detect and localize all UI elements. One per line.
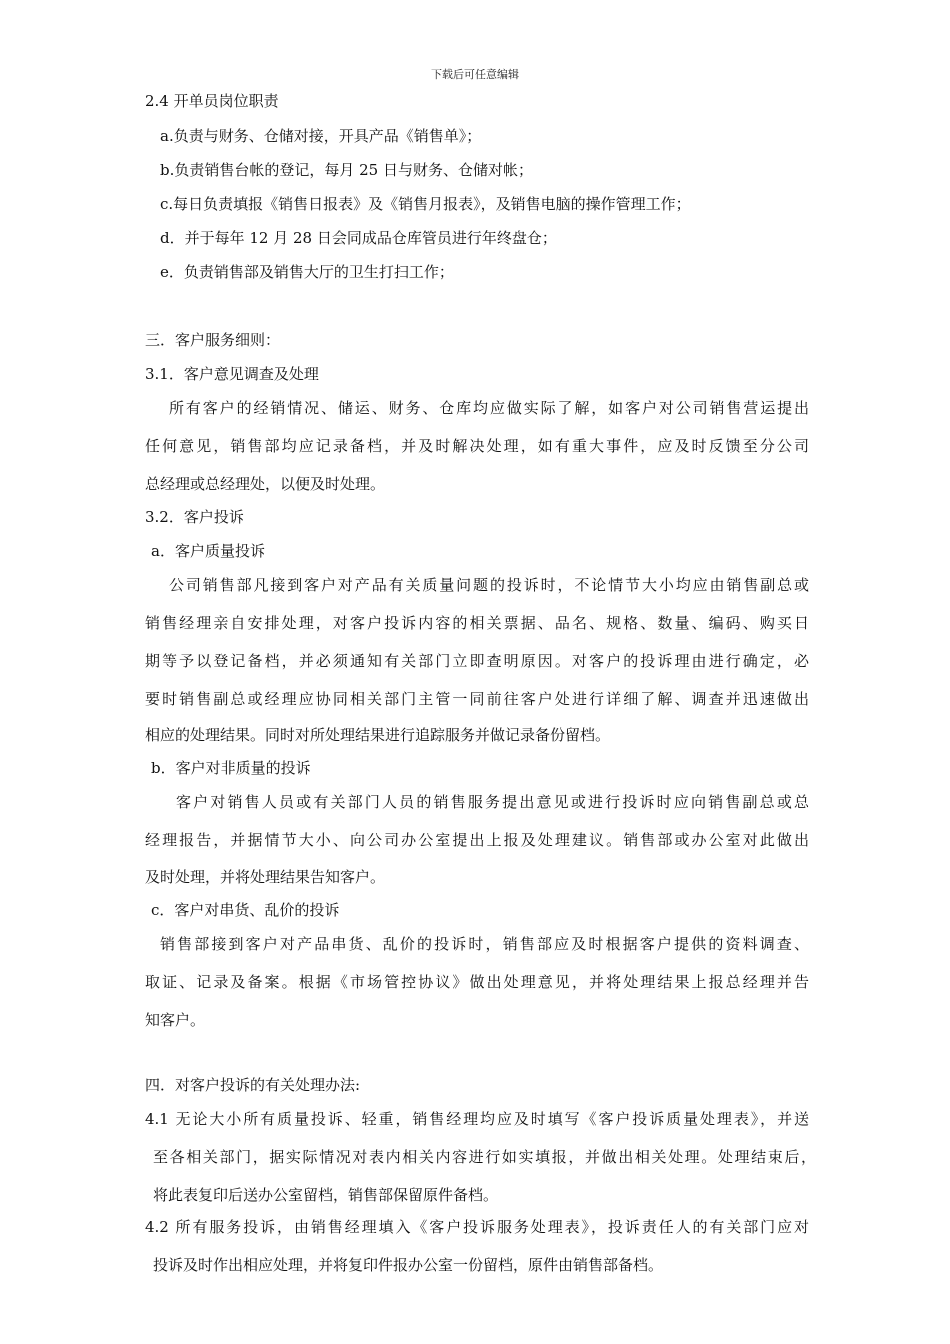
page-header: 下载后可任意编辑 (431, 68, 519, 81)
paragraph-line: 公司销售部凡接到客户对产品有关质量问题的投诉时，不论情节大小均应由销售副总或 (169, 576, 809, 594)
paragraph-line: 经理报告，并据情节大小、向公司办公室提出上报及处理建议。销售部或办公室对此做出 (145, 831, 809, 849)
paragraph-line: 至各相关部门，据实际情况对表内相关内容进行如实填报，并做出相关处理。处理结束后， (153, 1148, 816, 1166)
paragraph-line: 相应的处理结果。同时对所处理结果进行追踪服务并做记录备份留档。 (145, 726, 611, 744)
section-heading: 四．对客户投诉的有关处理办法: (145, 1076, 361, 1094)
paragraph-line: 销售部接到客户对产品串货、乱价的投诉时，销售部应及时根据客户提供的资料调查、 (160, 935, 809, 953)
paragraph-line: 知客户。 (145, 1011, 206, 1029)
paragraph-line: 任何意见，销售部均应记录备档，并及时解决处理，如有重大事件，应及时反馈至分公司 (145, 437, 809, 455)
list-item: a.负责与财务、仓储对接，开具产品《销售单》； (160, 127, 482, 145)
item-title: b．客户对非质量的投诉 (151, 759, 311, 777)
list-item: e．负责销售部及销售大厅的卫生打扫工作； (160, 263, 454, 281)
paragraph-line: 所有客户的经销情况、储运、财务、仓库均应做实际了解，如客户对公司销售营运提出 (169, 399, 809, 417)
paragraph-line: 要时销售副总或经理应协同相关部门主管一同前往客户处进行详细了解、调查并迅速做出 (145, 690, 809, 708)
item-title: c．客户对串货、乱价的投诉 (151, 901, 340, 919)
list-item: b.负责销售台帐的登记，每月 25 日与财务、仓储对帐； (160, 161, 533, 179)
paragraph-line: 期等予以登记备档，并必须通知有关部门立即查明原因。对客户的投诉理由进行确定，必 (145, 652, 809, 670)
section-title: 2.4 开单员岗位职责 (145, 92, 279, 110)
paragraph-line: 取证、记录及备案。根据《市场管控协议》做出处理意见，并将处理结果上报总经理并告 (145, 973, 809, 991)
paragraph-line: 客户对销售人员或有关部门人员的销售服务提出意见或进行投诉时应向销售副总或总 (176, 793, 809, 811)
paragraph-line: 投诉及时作出相应处理，并将复印件报办公室一份留档，原件由销售部备档。 (153, 1256, 664, 1274)
paragraph-line: 销售经理亲自安排处理，对客户投诉内容的相关票据、品名、规格、数量、编码、购买日 (145, 614, 809, 632)
item-title: a．客户质量投诉 (151, 542, 265, 560)
paragraph-line: 4.2 所有服务投诉，由销售经理填入《客户投诉服务处理表》，投诉责任人的有关部门应对 (145, 1218, 809, 1236)
paragraph-line: 将此表复印后送办公室留档，销售部保留原件备档。 (153, 1186, 499, 1204)
subsection-title: 3.2．客户投诉 (145, 508, 244, 526)
subsection-title: 3.1．客户意见调查及处理 (145, 365, 319, 383)
section-heading: 三．客户服务细则： (145, 331, 281, 349)
list-item: d．并于每年 12 月 28 日会同成品仓库管员进行年终盘仓； (160, 229, 557, 247)
list-item: c.每日负责填报《销售日报表》及《销售月报表》，及销售电脑的操作管理工作； (160, 195, 691, 213)
paragraph-line: 4.1 无论大小所有质量投诉、轻重，销售经理均应及时填写《客户投诉质量处理表》，并送 (145, 1110, 809, 1128)
paragraph-line: 总经理或总经理处，以便及时处理。 (145, 475, 386, 493)
paragraph-line: 及时处理，并将处理结果告知客户。 (145, 868, 386, 886)
